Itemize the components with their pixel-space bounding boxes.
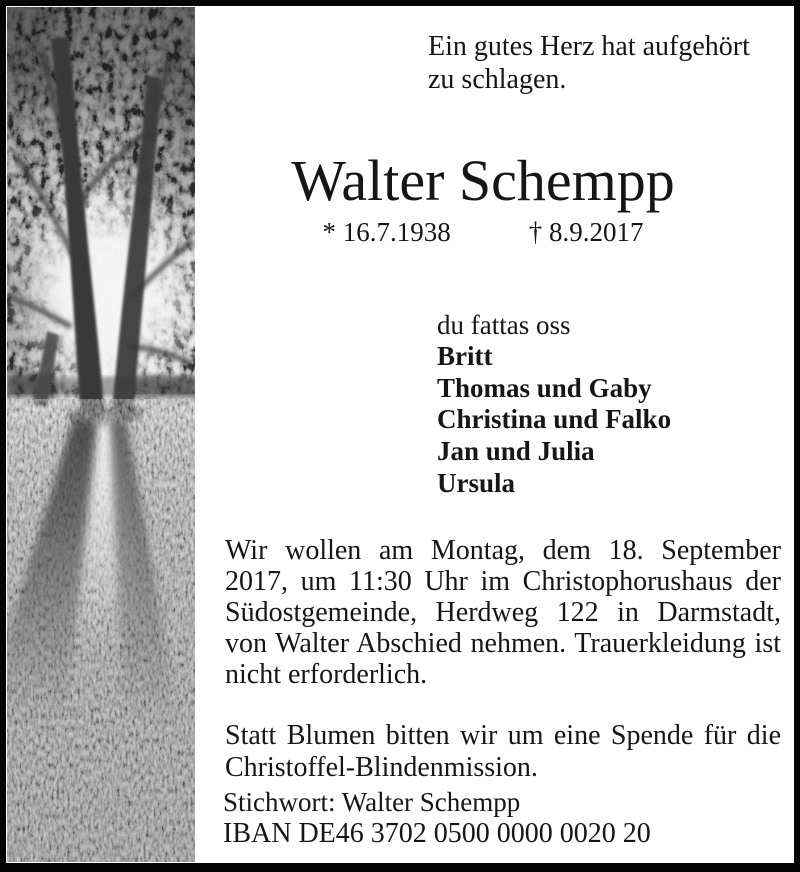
memorial-photo <box>7 7 195 862</box>
trees-sunlight-photo-graphic <box>7 7 195 862</box>
death-date: † 8.9.2017 <box>528 217 644 247</box>
donation-iban: IBAN DE46 3702 0500 0000 0020 20 <box>223 818 651 849</box>
deceased-name: Walter Schempp <box>291 148 675 213</box>
donation-request: Statt Blumen bitten wir um eine Spende für die Christoffel-Blindenmission. <box>225 720 781 783</box>
mourner-name: Thomas und Gaby <box>437 372 652 403</box>
mourners-list <box>437 341 671 500</box>
service-details: Wir wollen am Montag, dem 18. September 2017, um 11:30 Uhr im Christophorushaus der Südostgemeinde, Herdweg 122 in Darmstadt, von Walter Abschied nehmen. Trauerkleidung ist nicht erforderlich. <box>225 535 781 690</box>
farewell-phrase: du fattas oss <box>437 310 571 340</box>
opening-line-2: zu schlagen. <box>428 64 567 95</box>
mourner-name: Jan und Julia <box>437 436 595 467</box>
mourner-name: Ursula <box>437 467 516 498</box>
opening-phrase <box>428 30 750 96</box>
mourner-name: Christina und Falko <box>437 404 672 435</box>
donation-keyword: Stichwort: Walter Schempp <box>223 787 521 817</box>
birth-date: * 16.7.1938 <box>322 217 451 247</box>
life-dates <box>187 217 779 248</box>
mourner-name: Britt <box>437 341 493 371</box>
opening-line-1: Ein gutes Herz hat aufgehört <box>428 31 750 62</box>
